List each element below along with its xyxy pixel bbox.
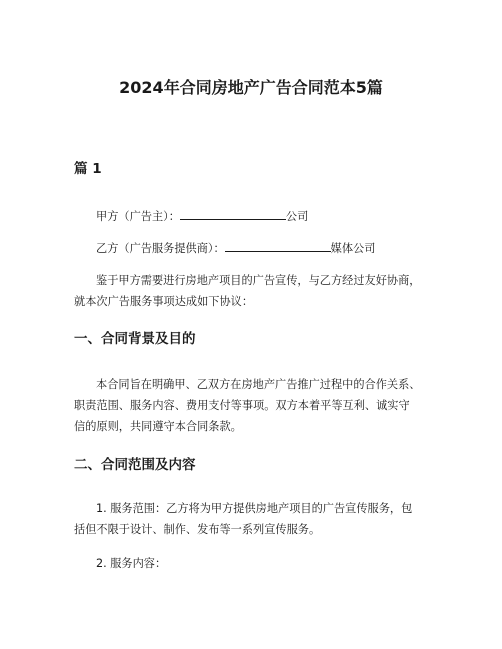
- document-title: 2024年合同房地产广告合同范本5篇: [119, 78, 383, 97]
- section-1-line-3: 信的原则，共同遵守本合同条款。: [74, 420, 242, 433]
- preamble-line-1: 鉴于甲方需要进行房地产项目的广告宣传，与乙方经过友好协商，: [96, 274, 421, 287]
- party-b-blank: [225, 240, 331, 252]
- party-a-label: 甲方（广告主）：: [96, 210, 180, 223]
- section-1-line-1: 本合同旨在明确甲、乙双方在房地产广告推广过程中的合作关系、: [96, 378, 421, 391]
- part-heading: 篇 1: [74, 161, 102, 177]
- section-2-item-1: [74, 498, 454, 540]
- section-2-item-2: [74, 553, 454, 574]
- party-b-suffix: 媒体公司: [330, 242, 376, 255]
- section-1-line-2: 职责范围、服务内容、费用支付等事项。双方本着平等互利、诚实守: [74, 399, 410, 412]
- party-a-line: [74, 206, 454, 227]
- section-2-item-1-line-2: 括但不限于设计、制作、发布等一系列宣传服务。: [74, 523, 321, 536]
- section-2-item-1-line-1: 1. 服务范围：乙方将为甲方提供房地产项目的广告宣传服务，包: [96, 502, 413, 515]
- party-a-blank: [180, 208, 286, 220]
- section-1-paragraph: [74, 374, 454, 437]
- party-b-label: 乙方（广告服务提供商）：: [96, 242, 225, 255]
- section-2-heading: 二、合同范围及内容: [74, 457, 196, 473]
- section-1-heading: 一、合同背景及目的: [74, 331, 196, 347]
- preamble-paragraph: [74, 270, 454, 312]
- party-a-suffix: 公司: [285, 210, 309, 223]
- section-2-item-2-text: 2. 服务内容：: [96, 557, 167, 570]
- party-b-line: [74, 238, 454, 259]
- preamble-line-2: 就本次广告服务事项达成如下协议：: [74, 295, 254, 308]
